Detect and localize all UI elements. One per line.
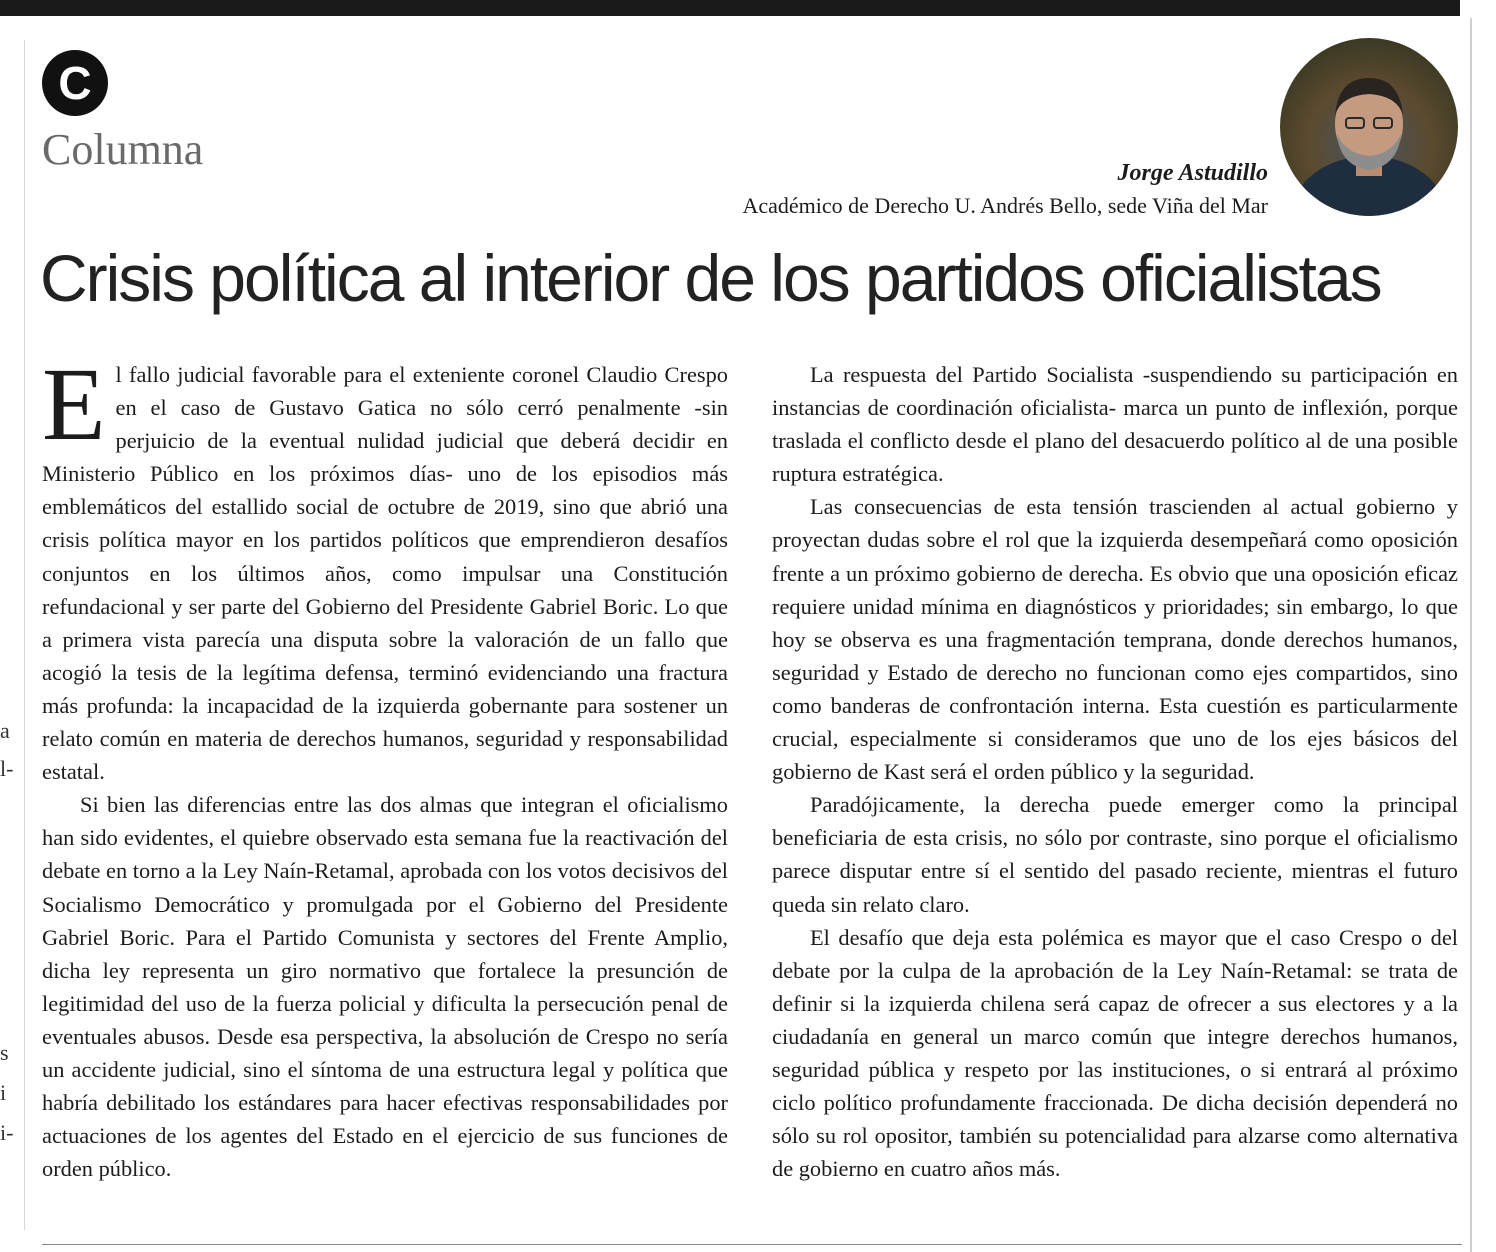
author-name: Jorge Astudillo (1117, 160, 1268, 186)
article-paragraph: Si bien las diferencias entre las dos almas que integran el oficialismo han sido evidentes, el quiebre observado esta semana fue la reactivación del debate en torno a la Ley Naín-Retamal, aprobada con los votos decisivos del Socialismo Democrático y promulgada por el Gobierno del Presidente Gabriel Boric. Para el Partido Comunista y sectores del Frente Amplio, dicha ley representa un giro normativo que fortalece la presunción de legitimidad del uso de la fuerza policial y dificulta la persecución penal de eventuales abusos. Desde esa perspectiva, la absolución de Crespo no sería un accidente judicial, sino el síntoma de una estructura legal y política que habría debilitado los estándares para hacer efectivas responsabilidades por actuaciones de los agentes del Estado en el ejercicio de sus funciones de orden público. (42, 792, 728, 1182)
bottom-rule (42, 1244, 1462, 1245)
adjacent-article-fragments (0, 0, 20, 1252)
article-column-left (42, 347, 728, 1185)
fragment-text: s (0, 1040, 9, 1065)
fragment-text: l- (0, 756, 14, 781)
author-affiliation: Académico de Derecho U. Andrés Bello, sede Viña del Mar (742, 193, 1268, 218)
headline: Crisis política al interior de los partidos oficialistas (40, 241, 1381, 315)
page-edge-right (1470, 18, 1472, 1252)
top-rule (0, 0, 1460, 16)
article-paragraph: El desafío que deja esta polémica es mayor que el caso Crespo o del debate por la culpa de la aprobación de la Ley Naín-Retamal: se trata de definir si la izquierda chilena será capaz de ofrecer a sus electores y a la ciudadanía en general un marco común que integre derechos humanos, seguridad pública y respeto por las instituciones, o si entrará al próximo ciclo político profundamente fraccionada. De dicha decisión dependerá no sólo su rol opositor, también su potencialidad para alzarse como alternativa de gobierno en cuatro años más. (772, 924, 1458, 1182)
author-photo (1280, 38, 1458, 216)
article-paragraph (42, 347, 728, 788)
section-label: Columna (42, 125, 204, 174)
fragment-text: i (0, 1080, 7, 1105)
section-badge: C (42, 50, 108, 116)
article-column-right (772, 358, 1458, 1185)
drop-cap: E (42, 347, 106, 462)
article-paragraph: La respuesta del Partido Socialista -suspendiendo su participación en instancias de coordinación oficialista- marca un punto de inflexión, porque traslada el conflicto desde el plano del desacuerdo político al de una posible ruptura estratégica. (772, 362, 1458, 487)
article-paragraph: Las consecuencias de esta tensión trascienden al actual gobierno y proyectan dudas sobre el rol que la izquierda desempeñará como oposición frente a un próximo gobierno de derecha. Es obvio que una oposición eficaz requiere unidad mínima en diagnósticos y prioridades; sin embargo, lo que hoy se observa es una fragmentación temprana, donde derechos humanos, seguridad y Estado de derecho no funcionan como ejes compartidos, sino como banderas de confrontación interna. Esta cuestión es particularmente crucial, especialmente si consideramos que uno de los ejes básicos del gobierno de Kast será el orden público y la seguridad. (772, 494, 1458, 785)
fragment-text: a (0, 718, 10, 743)
author-portrait-icon (1280, 38, 1458, 216)
column-divider-left (24, 40, 25, 1230)
paragraph-text: l fallo judicial favorable para el exteniente coronel Claudio Crespo en el caso de Gustavo Gatica no sólo cerró penalmente -sin perjuicio de la eventual nulidad judicial que deberá decidir en Ministerio Público en los próximos días- uno de los episodios más emblemáticos del estallido social de octubre de 2019, sino que abrió una crisis política mayor en los partidos políticos que emprendieron desafíos conjuntos en los últimos años, como impulsar una Constitución refundacional y ser parte del Gobierno del Presidente Gabriel Boric. Lo que a primera vista parecía una disputa sobre la valoración de un fallo que acogió la tesis de la legítima defensa, terminó evidenciando una fractura más profunda: la incapacidad de la izquierda gobernante para sostener un relato común en materia de derechos humanos, seguridad y responsabilidad estatal. (42, 362, 728, 785)
fragment-text: i- (0, 1120, 14, 1145)
article-paragraph: Paradójicamente, la derecha puede emerger como la principal beneficiaria de esta crisis, no sólo por contraste, sino porque el oficialismo parece disputar entre sí el sentido del pasado reciente, mientras el futuro queda sin relato claro. (772, 792, 1458, 917)
